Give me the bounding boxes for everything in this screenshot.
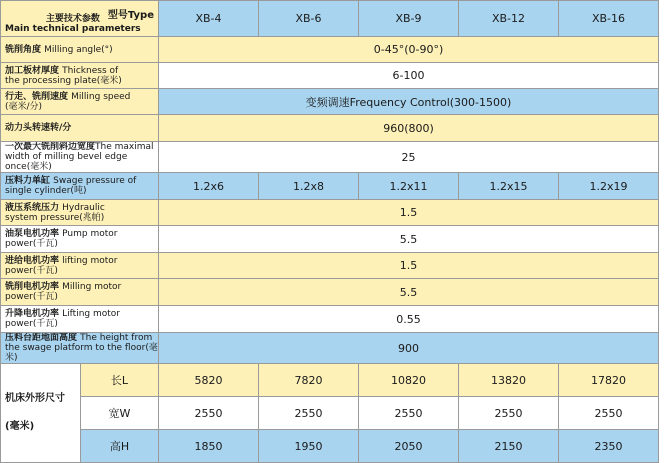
label-platform-height: 压料台距地面高度 The height from the swage platform to the floor(毫米) [1,333,159,364]
model-header-3: XB-9 [359,1,459,37]
row-pump [1,226,659,253]
label-feed: 进给电机功率 lifting motor power(千瓦) [1,253,159,279]
label-milling-motor: 铣削电机功率 Milling motor power(千瓦) [1,279,159,306]
row-milling-motor [1,279,659,306]
model-header-1: XB-4 [159,1,259,37]
row-platform-height [1,333,659,364]
value-length-4: 13820 [459,364,559,397]
value-bevel-width: 25 [159,142,659,173]
value-width-1: 2550 [159,397,259,430]
value-swage-5: 1.2x19 [559,173,659,200]
label-hydraulic: 液压系统压力 Hydraulic system pressure(兆帕) [1,200,159,226]
value-plate-thickness: 6-100 [159,63,659,89]
value-swage-2: 1.2x8 [259,173,359,200]
row-dim-width [1,397,659,430]
row-plate-thickness [1,63,659,89]
value-milling-angle: 0-45°(0-90°) [159,37,659,63]
row-hydraulic [1,200,659,226]
label-bevel-width: 一次最大铣削斜边宽度The maximal width of milling bevel edge once(毫米) [1,142,159,173]
value-length-1: 5820 [159,364,259,397]
value-milling-motor: 5.5 [159,279,659,306]
label-plate-thickness: 加工板材厚度 Thickness of the processing plate(毫米) [1,63,159,89]
params-label-cn: 主要技术参数 [45,13,100,24]
value-height-5: 2350 [559,430,659,463]
value-swage-4: 1.2x15 [459,173,559,200]
row-dim-length [1,364,659,397]
value-head-speed: 960(800) [159,115,659,142]
value-pump: 5.5 [159,226,659,253]
row-swage [1,173,659,200]
label-lifting-motor: 升降电机功率 Lifting motor power(千瓦) [1,306,159,333]
label-pump: 油泵电机功率 Pump motor power(千瓦) [1,226,159,253]
label-dim-width: 宽W [81,397,159,430]
value-height-1: 1850 [159,430,259,463]
params-label [5,14,141,34]
value-height-4: 2150 [459,430,559,463]
row-head-speed [1,115,659,142]
value-height-2: 1950 [259,430,359,463]
row-bevel-width [1,142,659,173]
value-width-3: 2550 [359,397,459,430]
label-milling-angle: 铣削角度 Milling angle(°) [1,37,159,63]
value-length-5: 17820 [559,364,659,397]
model-header-4: XB-12 [459,1,559,37]
value-milling-speed: 变频调速Frequency Control(300-1500) [159,89,659,115]
model-header-2: XB-6 [259,1,359,37]
row-lifting-motor [1,306,659,333]
header-corner [1,1,159,37]
value-swage-1: 1.2x6 [159,173,259,200]
value-width-5: 2550 [559,397,659,430]
header-row [1,1,659,37]
row-milling-speed [1,89,659,115]
model-type-label: 型号Type [107,9,154,21]
dimensions-label-cn: 机床外形尺寸 [5,393,65,404]
value-length-2: 7820 [259,364,359,397]
value-height-3: 2050 [359,430,459,463]
value-lifting-motor: 0.55 [159,306,659,333]
label-dim-length: 长L [81,364,159,397]
label-swage: 压料力单缸 Swage pressure of single cylinder(吨) [1,173,159,200]
model-header-5: XB-16 [559,1,659,37]
label-dim-height: 高H [81,430,159,463]
params-label-en: Main technical parameters [5,23,141,34]
value-swage-3: 1.2x11 [359,173,459,200]
value-width-4: 2550 [459,397,559,430]
label-dimensions [1,364,81,463]
value-length-3: 10820 [359,364,459,397]
label-head-speed: 动力头转速转/分 [1,115,159,142]
value-feed: 1.5 [159,253,659,279]
row-milling-angle [1,37,659,63]
value-hydraulic: 1.5 [159,200,659,226]
value-platform-height: 900 [159,333,659,364]
row-feed [1,253,659,279]
value-width-2: 2550 [259,397,359,430]
dimensions-label-unit: (毫米) [5,421,35,432]
label-milling-speed: 行走、铣削速度 Milling speed (毫米/分) [1,89,159,115]
